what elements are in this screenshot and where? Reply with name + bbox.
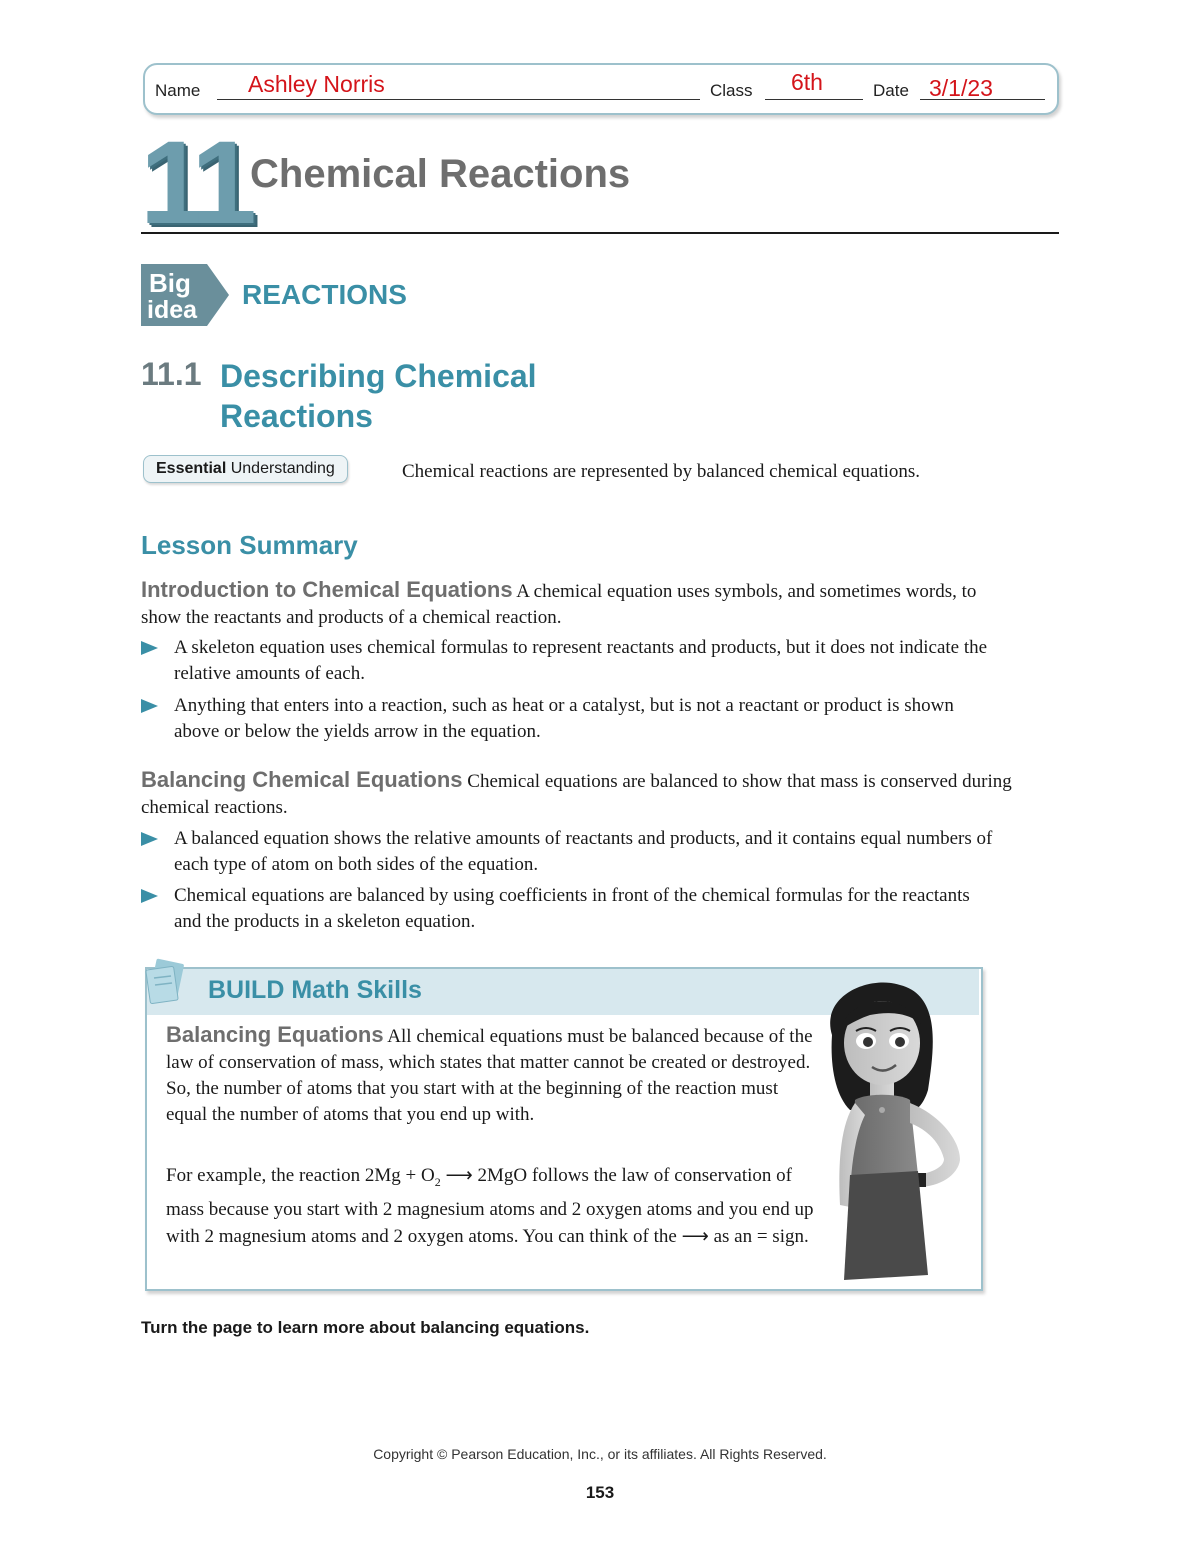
- build-math-paragraph-1: [166, 1022, 814, 1128]
- student-character-illustration: [810, 975, 980, 1290]
- big-idea-badge-icon: [141, 264, 229, 326]
- intro-bullet-2: [141, 693, 1001, 745]
- section-number: 11.1: [141, 356, 202, 392]
- chapter-number: 11: [140, 117, 249, 249]
- balancing-heading: Balancing Chemical Equations: [141, 767, 463, 792]
- bullet-arrow-icon: [141, 832, 158, 846]
- intro-text: A chemical equation uses symbols, and sometimes words, to show the reactants and products of a chemical reaction.: [141, 581, 977, 628]
- bullet-text: Chemical equations are balanced by using coefficients in front of the chemical formulas for the reactants and the products in a skeleton equation.: [174, 885, 970, 932]
- build-math-paragraph-2: [166, 1162, 814, 1250]
- page-number: 153: [585, 1483, 615, 1502]
- lesson-summary-heading: Lesson Summary: [141, 530, 358, 560]
- eu-tag-rest: Understanding: [226, 460, 335, 477]
- turn-page-note: Turn the page to learn more about balancing equations.: [141, 1318, 590, 1337]
- bullet-text: A balanced equation shows the relative amounts of reactants and products, and it contains equal numbers of each type of atom on both sides of the equation.: [174, 828, 993, 875]
- build-math-p1-text: All chemical equations must be balanced because of the law of conservation of mass, which states that matter cannot be created or destroyed. So, the number of atoms that you start with at the beginning of the reaction must equal the number of atoms that you end up with.: [166, 1026, 813, 1125]
- name-line: [217, 99, 700, 100]
- big-idea-badge-line2: idea: [147, 296, 198, 324]
- chapter-title: Chemical Reactions: [250, 152, 631, 196]
- date-label: Date: [873, 81, 909, 100]
- class-label: Class: [710, 81, 753, 100]
- bullet-text: A skeleton equation uses chemical formulas to represent reactants and products, but it does not indicate the relative amounts of each.: [174, 637, 988, 684]
- intro-heading: Introduction to Chemical Equations: [141, 577, 513, 602]
- copyright-notice: Copyright © Pearson Education, Inc., or its affiliates. All Rights Reserved.: [373, 1446, 827, 1462]
- essential-understanding-tag: [143, 455, 348, 483]
- balancing-paragraph: [141, 767, 1021, 821]
- balancing-bullet-1: [141, 826, 1001, 878]
- bullet-arrow-icon: [141, 641, 158, 655]
- eu-tag-bold: Essential: [156, 460, 227, 477]
- balancing-equations-heading: Balancing Equations: [166, 1022, 384, 1047]
- essential-understanding-text: Chemical reactions are represented by balanced chemical equations.: [402, 461, 921, 482]
- class-value[interactable]: 6th: [791, 69, 823, 95]
- notepad-icon: [143, 958, 189, 1008]
- balancing-bullet-2: [141, 883, 1001, 935]
- build-math-skills-title: BUILD Math Skills: [208, 976, 422, 1004]
- example-subscript: 2: [434, 1174, 441, 1189]
- intro-bullet-1: [141, 635, 1001, 687]
- example-text-a: For example, the reaction 2Mg + O: [166, 1165, 435, 1186]
- student-info-box: [143, 63, 1059, 115]
- example-text-b: ⟶ 2MgO follows the law of conservation of mass because you start with 2 magnesium atoms and 2 oxygen atoms and you end up with 2 magnesium atoms and 2 oxygen atoms. You can think of the ⟶ as an = sign.: [166, 1165, 814, 1247]
- section-title: Describing Chemical Reactions: [220, 358, 537, 434]
- bullet-text: Anything that enters into a reaction, such as heat or a catalyst, but is not a reactant or product is shown above or below the yields arrow in the equation.: [174, 695, 954, 742]
- bullet-arrow-icon: [141, 699, 158, 713]
- chapter-rule: [141, 232, 1059, 234]
- big-idea-label: REACTIONS: [242, 279, 407, 310]
- date-value[interactable]: 3/1/23: [929, 75, 993, 101]
- class-line: [765, 99, 863, 100]
- name-label: Name: [155, 81, 201, 100]
- name-value[interactable]: Ashley Norris: [248, 71, 385, 97]
- balancing-text: Chemical equations are balanced to show that mass is conserved during chemical reactions.: [141, 771, 1012, 818]
- intro-paragraph: [141, 577, 1021, 631]
- bullet-arrow-icon: [141, 889, 158, 903]
- big-idea-badge-line1: Big: [149, 268, 191, 298]
